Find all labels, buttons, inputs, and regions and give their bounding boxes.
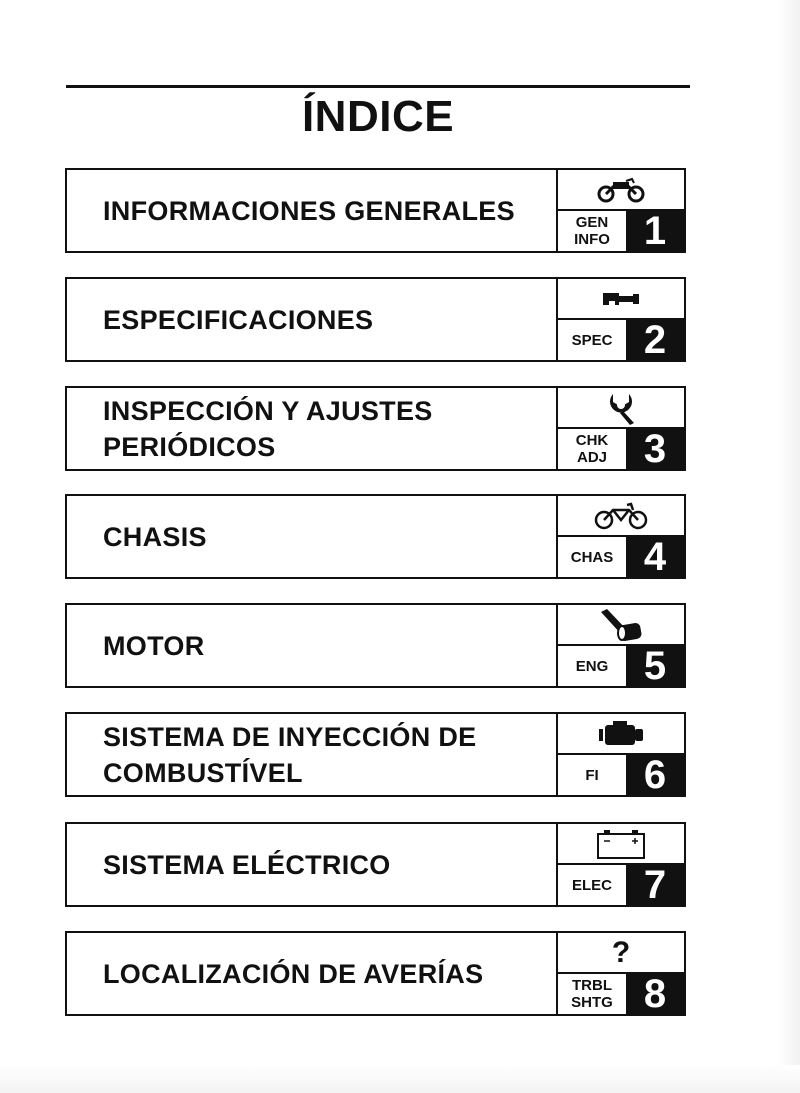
- piston-icon: [558, 605, 684, 646]
- section-abbreviation: SPEC: [571, 331, 613, 349]
- section-badge: [556, 279, 684, 360]
- section-number: 8: [626, 974, 684, 1014]
- entry-title: SISTEMA ELÉCTRICO: [103, 849, 391, 880]
- section-badge: [556, 933, 684, 1014]
- section-number: 6: [626, 755, 684, 795]
- engine-block-icon: [558, 714, 684, 755]
- section-abbreviation: ENG: [575, 657, 609, 675]
- section-badge: [556, 605, 684, 686]
- section-badge: [556, 388, 684, 469]
- index-entry-elec[interactable]: [65, 822, 686, 907]
- index-entry-fi[interactable]: [65, 712, 686, 797]
- entry-title: CHASIS: [103, 521, 207, 552]
- page-bottom-shadow: [0, 1065, 800, 1093]
- section-number: 5: [626, 646, 684, 686]
- section-abbreviation: CHAS: [570, 548, 614, 566]
- section-badge: [556, 714, 684, 795]
- spanner-icon: [558, 388, 684, 429]
- entry-title: MOTOR: [103, 630, 205, 661]
- index-entry-eng[interactable]: [65, 603, 686, 688]
- section-number: 1: [626, 211, 684, 251]
- entry-title: INFORMACIONES GENERALES: [103, 195, 515, 226]
- section-abbreviation: GEN INFO: [574, 214, 610, 248]
- wrench-icon: [558, 279, 684, 320]
- section-number: 2: [626, 320, 684, 360]
- entry-title: SISTEMA DE INYECCIÓN DE COMBUSTÍVEL: [103, 721, 477, 788]
- battery-icon: [558, 824, 684, 865]
- section-number: 7: [626, 865, 684, 905]
- motorcycle-icon: [558, 170, 684, 211]
- index-entry-chk-adj[interactable]: [65, 386, 686, 471]
- section-abbreviation: FI: [585, 766, 599, 784]
- section-number: 4: [626, 537, 684, 577]
- section-badge: [556, 496, 684, 577]
- section-abbreviation: ELEC: [571, 876, 612, 894]
- question-mark-icon: ?: [558, 933, 684, 974]
- section-number: 3: [626, 429, 684, 469]
- bicycle-frame-icon: [558, 496, 684, 537]
- page-edge-shadow: [778, 0, 800, 1093]
- section-abbreviation: TRBL SHTG: [571, 977, 613, 1011]
- index-entry-gen-info[interactable]: [65, 168, 686, 253]
- section-badge: [556, 170, 684, 251]
- entry-title: LOCALIZACIÓN DE AVERÍAS: [103, 958, 484, 989]
- entry-title: ESPECIFICACIONES: [103, 304, 374, 335]
- index-entry-chas[interactable]: [65, 494, 686, 579]
- entry-title: INSPECCIÓN Y AJUSTES PERIÓDICOS: [103, 395, 433, 462]
- index-entry-spec[interactable]: [65, 277, 686, 362]
- section-abbreviation: CHK ADJ: [575, 432, 609, 466]
- section-badge: [556, 824, 684, 905]
- page-title: ÍNDICE: [301, 92, 455, 141]
- title-rule: [66, 85, 690, 88]
- index-entry-trbl-shtg[interactable]: [65, 931, 686, 1016]
